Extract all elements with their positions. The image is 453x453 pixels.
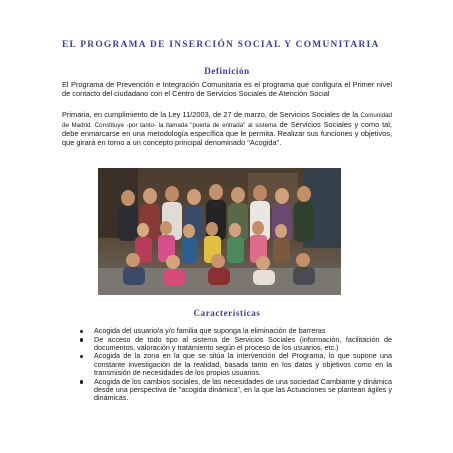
definition-paragraph-2-part-c: de Servicios Sociales y como tal, debe enmarcarse en una metodología específica que le permita. Realizar sus funciones y objetivos, que girará en torno a un concepto principal denominado "Acogida". <box>62 119 392 147</box>
definition-paragraph-2 <box>62 111 392 147</box>
group-photo <box>98 168 341 295</box>
bullet-icon <box>80 330 83 333</box>
feature-text: De acceso de todo tipo al sistema de Servicios Sociales (información, facilitación de documentos, valoración y tratamiento según el proceso de los usuarios, etc.) <box>94 334 392 352</box>
document-title: EL PROGRAMA DE INSERCIÓN SOCIAL Y COMUNITARIA <box>62 40 380 50</box>
feature-text: Acogida del usuario/a y/o familia que suponga la eliminación de barreras <box>94 326 326 335</box>
definition-heading: Definición <box>204 66 250 76</box>
definition-paragraph-2-part-a: Primaria, en cumplimiento de la Ley 11/2003, de 27 de marzo, de Servicios Sociales de la <box>62 110 361 119</box>
list-item <box>80 336 392 353</box>
features-heading: Características <box>193 308 261 318</box>
bullet-icon <box>80 380 83 383</box>
list-item <box>80 378 392 403</box>
bullet-icon <box>80 338 83 341</box>
list-item <box>80 352 392 377</box>
feature-text: Acogida de la zona en la que se sitúa la intervención del Programa, lo que supone una constante investigación de la realidad, basada tanto en los datos y objetivos como en la transmisión de necesidades de los propios usuarios. <box>94 351 392 378</box>
group-photo-image <box>98 168 341 295</box>
feature-text: Acogida de los cambios sociales, de las necesidades de una sociedad Cambiante y dinámica desde una perspectiva de "acogida dinámica", en la que las Actuaciones se plantean ágiles y dinámicas. <box>94 376 392 403</box>
definition-paragraph-1: El Programa de Prevención e Integración Comunitaria es el programa que configura el Primer nivel de contacto del ciudadano con el Centro de Servicios Sociales de Atención Social <box>62 80 392 98</box>
features-list <box>80 327 392 403</box>
definition-paragraph-2-part-b: Comunidad de Madrid. Constituye -por tanto- la llamada "puerta de entrada" al sistema <box>62 112 392 129</box>
bullet-icon <box>80 355 83 358</box>
